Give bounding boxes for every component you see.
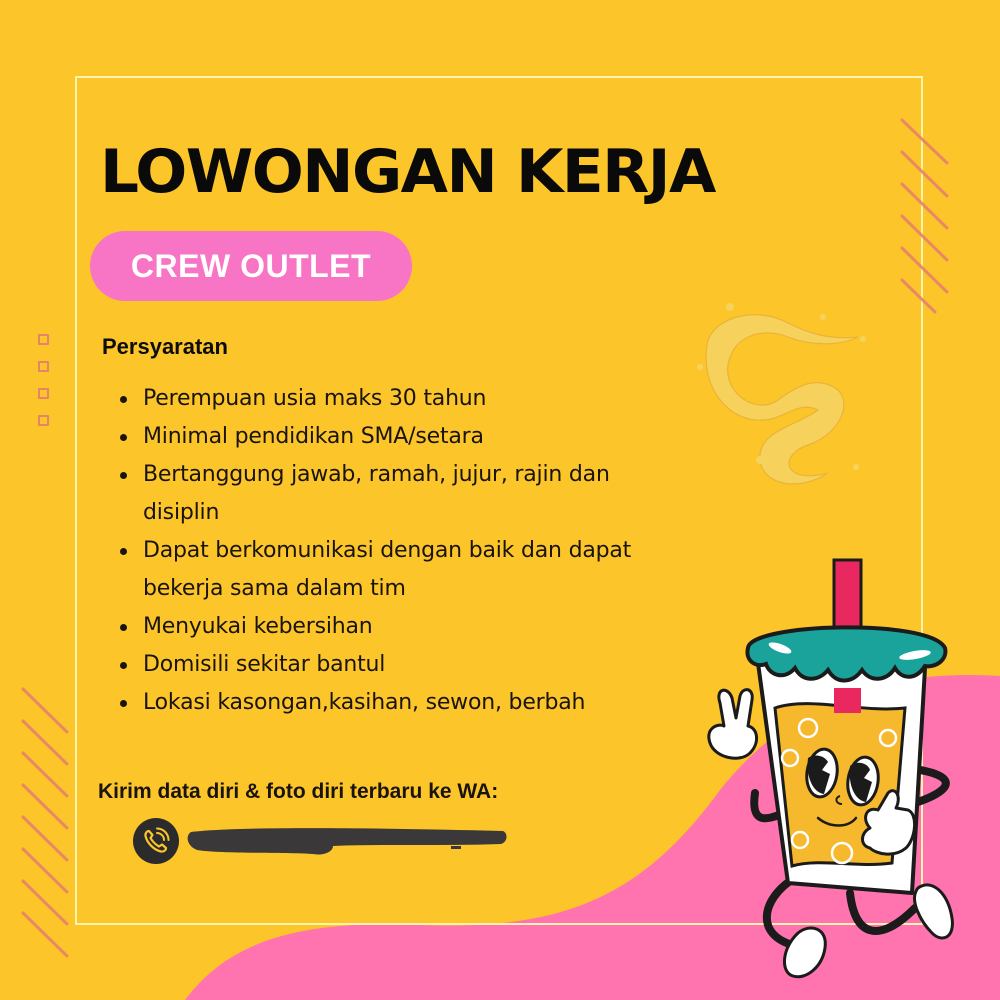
requirement-item: Minimal pendidikan SMA/setara xyxy=(118,418,678,456)
decorative-hatch-lines-right-icon xyxy=(895,115,965,315)
decorative-hatch-lines-left-icon xyxy=(15,685,75,965)
position-badge xyxy=(90,231,412,301)
contact-instruction: Kirim data diri & foto diri terbaru ke WA: xyxy=(98,780,499,803)
poster-title: LOWONGAN KERJA xyxy=(100,137,715,207)
juice-splash-illustration xyxy=(688,295,868,495)
decorative-squares-icon xyxy=(38,334,49,442)
phone-call-icon xyxy=(133,818,179,864)
requirement-item: Lokasi kasongan,kasihan, sewon, berbah xyxy=(118,684,678,722)
requirements-list xyxy=(118,380,678,722)
requirement-item: Menyukai kebersihan xyxy=(118,608,678,646)
redacted-phone-number xyxy=(183,818,513,868)
requirement-item: Perempuan usia maks 30 tahun xyxy=(118,380,678,418)
whatsapp-contact xyxy=(133,818,179,864)
requirement-item: Bertanggung jawab, ramah, jujur, rajin dan disiplin xyxy=(118,456,643,532)
requirement-item: Dapat berkomunikasi dengan baik dan dapat bekerja sama dalam tim xyxy=(118,532,643,608)
requirements-heading: Persyaratan xyxy=(102,334,228,359)
requirement-item: Domisili sekitar bantul xyxy=(118,646,678,684)
boba-cup-mascot-illustration xyxy=(680,548,1000,998)
position-badge-label: CREW OUTLET xyxy=(130,247,372,284)
